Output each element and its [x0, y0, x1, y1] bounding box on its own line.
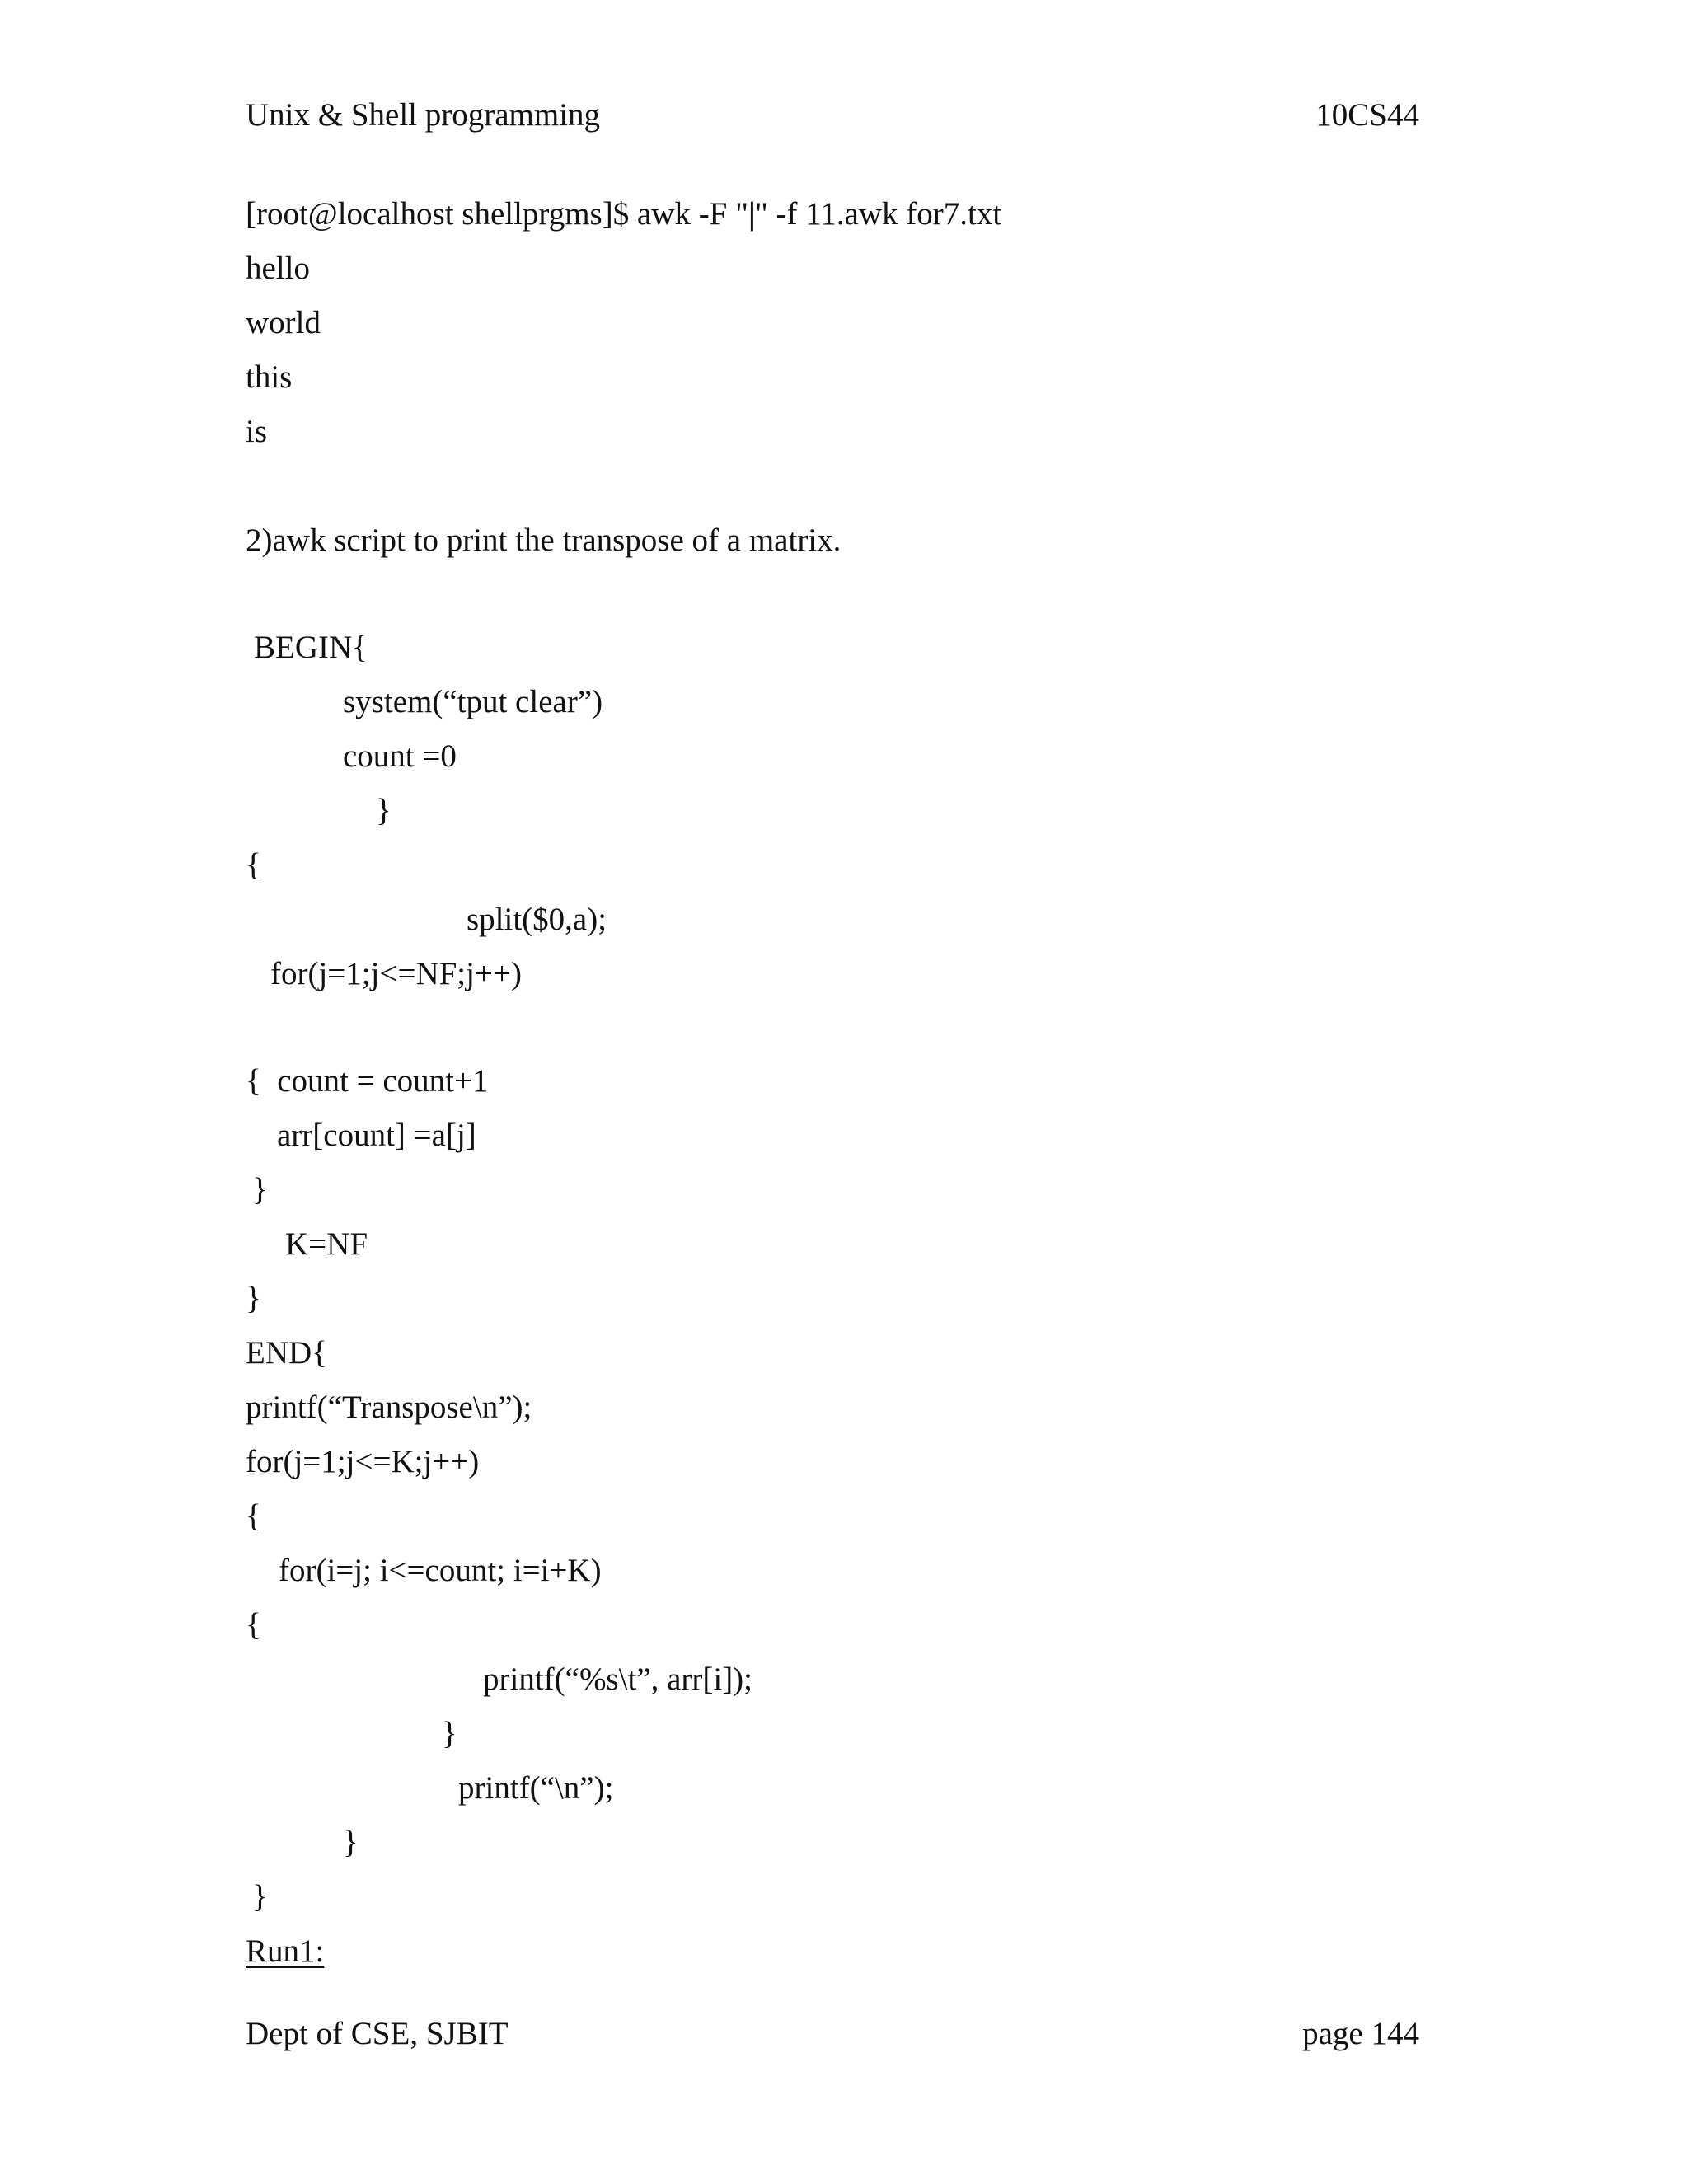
header-course-code: 10CS44 [1315, 97, 1419, 133]
code-line: for(j=1;j<=K;j++) [246, 1444, 480, 1479]
code-line: count =0 [343, 738, 457, 774]
code-line: printf(“Transpose\n”); [246, 1390, 532, 1425]
code-line: END{ [246, 1335, 327, 1371]
code-line: K=NF [285, 1226, 368, 1262]
output-line: this [246, 359, 293, 395]
code-line: { [246, 1498, 261, 1534]
code-line: split($0,a); [467, 902, 607, 937]
code-line: { count = count+1 [246, 1063, 489, 1099]
code-line: } [252, 1172, 268, 1207]
code-line: printf(“\n”); [458, 1770, 614, 1806]
code-line: } [442, 1716, 457, 1751]
code-line: for(j=1;j<=NF;j++) [270, 956, 522, 991]
output-line: is [246, 414, 268, 449]
code-line: } [252, 1879, 268, 1915]
code-line: arr[count] =a[j] [277, 1118, 476, 1153]
code-line: printf(“%s\t”, arr[i]); [483, 1661, 753, 1697]
header-title: Unix & Shell programming [246, 97, 601, 133]
footer-dept: Dept of CSE, SJBIT [246, 2016, 509, 2051]
terminal-command: [root@localhost shellprgms]$ awk -F "|" -f 11.awk for7.txt [246, 196, 1002, 232]
code-line: system(“tput clear”) [343, 684, 603, 719]
code-line: } [376, 793, 392, 828]
code-line: { [246, 1607, 261, 1643]
output-line: hello [246, 251, 310, 286]
code-line: } [246, 1281, 261, 1316]
output-line: world [246, 305, 321, 340]
run-label: Run1: [246, 1933, 325, 1969]
code-line: BEGIN{ [254, 630, 368, 665]
code-line: for(i=j; i<=count; i=i+K) [279, 1553, 602, 1588]
code-line: { [246, 847, 261, 883]
section-heading: 2)awk script to print the transpose of a matrix. [246, 523, 842, 558]
footer-page-number: page 144 [1302, 2016, 1419, 2051]
code-line: } [343, 1825, 359, 1860]
